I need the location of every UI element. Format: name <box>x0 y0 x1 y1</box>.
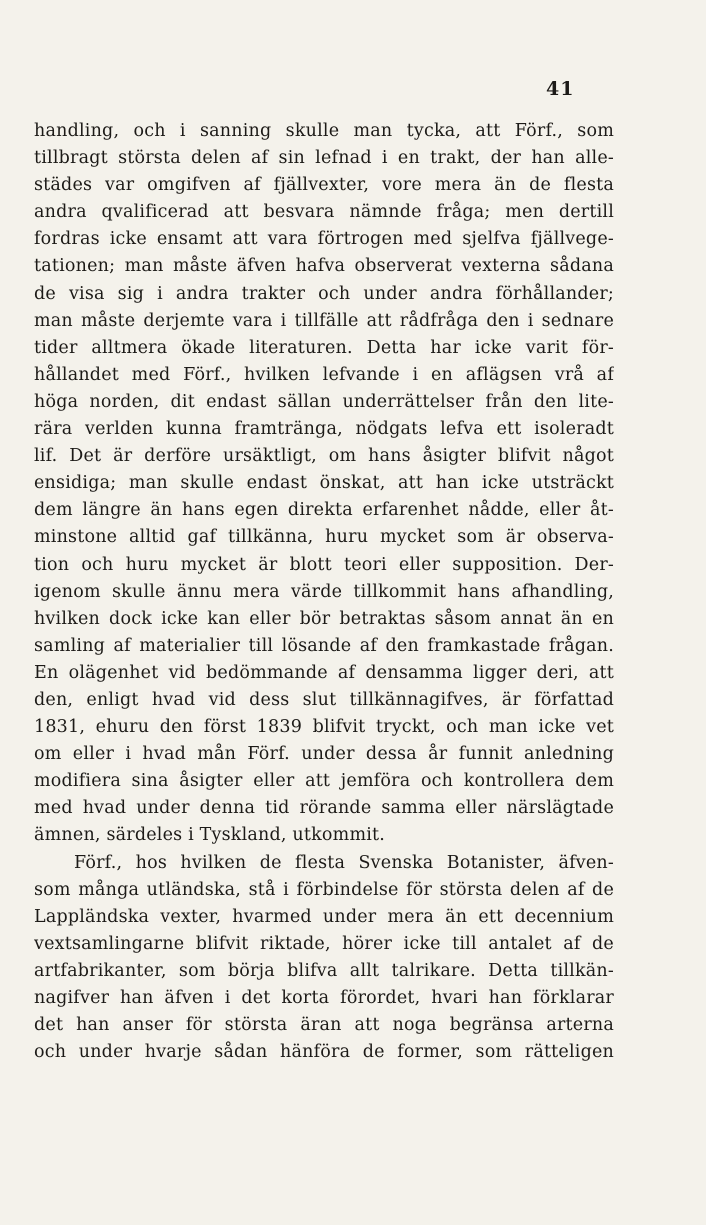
text-line: man måste derjemte vara i tillfälle att rådfråga den i sednare <box>34 310 614 331</box>
text-line: om eller i hvad mån Förf. under dessa år funnit anledning <box>34 744 614 765</box>
text-line: samling af materialier till lösande af den framkastade frågan. <box>34 635 614 656</box>
text-line: med hvad under denna tid rörande samma eller närslägtade <box>34 798 614 819</box>
text-line: det han anser för största äran att noga begränsa arterna <box>34 1015 614 1036</box>
text-line: vextsamlingarne blifvit riktade, hörer icke till antalet af de <box>34 933 614 954</box>
text-line: fordras icke ensamt att vara förtrogen med sjelfva fjällvege- <box>34 229 614 250</box>
text-line: hvilken dock icke kan eller bör betraktas såsom annat än en <box>34 608 614 629</box>
text-line: tationen; man måste äfven hafva observerat vexterna sådana <box>34 256 614 277</box>
text-line: dem längre än hans egen direkta erfarenhet nådde, eller åt- <box>34 500 614 521</box>
page-number: 41 <box>546 78 575 100</box>
text-line: modifiera sina åsigter eller att jemföra och kontrollera dem <box>34 771 614 792</box>
text-line: tillbragt största delen af sin lefnad i en trakt, der han alle- <box>34 148 614 169</box>
text-line: ämnen, särdeles i Tyskland, utkommit. <box>34 825 386 846</box>
text-line: handling, och i sanning skulle man tycka, att Förf., som <box>34 121 614 141</box>
text-line: och under hvarje sådan hänföra de former, som rätteligen <box>34 1042 614 1063</box>
text-line: rära verlden kunna framtränga, nödgats lefva ett isoleradt <box>34 419 614 440</box>
text-line: höga norden, dit endast sällan underrättelser från den lite- <box>34 391 614 412</box>
text-line: nagifver han äfven i det korta förordet, hvari han förklarar <box>34 988 614 1008</box>
text-line: igenom skulle ännu mera värde tillkommit hans afhandling, <box>34 581 614 602</box>
text-line: städes var omgifven af fjällvexter, vore mera än de flesta <box>34 175 614 196</box>
text-line: tider alltmera ökade literaturen. Detta har icke varit för- <box>34 337 614 358</box>
text-line: ensidiga; man skulle endast önskat, att han icke utsträckt <box>34 473 614 494</box>
text-line: som många utländska, stå i förbindelse för största delen af de <box>34 879 614 900</box>
page-body <box>34 118 614 1066</box>
text-line: den, enligt hvad vid dess slut tillkännagifves, är författad <box>34 689 614 710</box>
text-line: andra qvalificerad att besvara nämnde fråga; men dertill <box>34 202 614 223</box>
text-line: tion och huru mycket är blott teori eller supposition. Der- <box>34 554 614 575</box>
text-line: 1831, ehuru den först 1839 blifvit tryckt, och man icke vet <box>34 717 614 738</box>
text-line: lif. Det är derföre ursäktligt, om hans åsigter blifvit något <box>34 446 614 467</box>
text-line: minstone alltid gaf tillkänna, huru mycket som är observa- <box>34 527 614 548</box>
text-line: hållandet med Förf., hvilken lefvande i en aflägsen vrå af <box>34 364 614 385</box>
text-line: de visa sig i andra trakter och under andra förhållander; <box>34 283 614 304</box>
text-line: En olägenhet vid bedömmande af densamma ligger deri, att <box>34 662 614 683</box>
text-line: Lappländska vexter, hvarmed under mera än ett decennium <box>34 906 614 927</box>
paragraph-start-line: Förf., hos hvilken de flesta Svenska Botanister, äfven- <box>74 852 614 873</box>
text-line: artfabrikanter, som börja blifva allt talrikare. Detta tillkän- <box>34 960 614 981</box>
